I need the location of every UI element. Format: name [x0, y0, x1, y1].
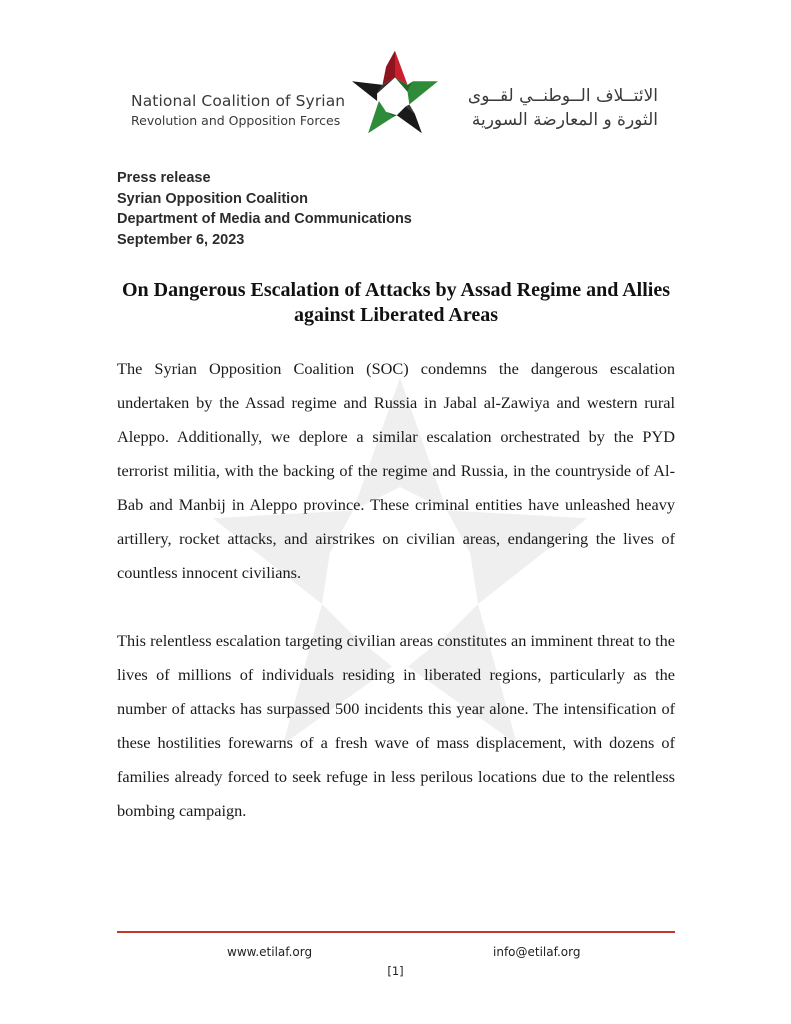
page-number: [1] [387, 964, 404, 978]
footer-website: www.etilaf.org [227, 945, 313, 959]
body-paragraph-1: The Syrian Opposition Coalition (SOC) condemns the dangerous escalation undertaken by the Assad regime and Russia in Jabal al-Zawiya and western rural Aleppo. Additionally, we deplore a similar escalation orchestrated by the PYD terrorist militia, with the backing of the regime and Russia, in the countryside of Al-Bab and Manbij in Aleppo province. These criminal entities have unleashed heavy artillery, rocket attacks, and airstrikes on civilian areas, endangering the lives of countless innocent civilians. [117, 359, 675, 582]
body-paragraph-2: This relentless escalation targeting civilian areas constitutes an imminent threat to the lives of millions of individuals residing in liberated regions, particularly as the number of attacks has surpassed 500 incidents this year alone. The intensification of these hostilities forewarns of a fresh wave of mass displacement, with dozens of families already forced to seek refuge in less perilous locations due to the relentless bombing campaign. [117, 631, 675, 820]
coalition-star-logo-icon [350, 49, 440, 135]
letterhead [0, 46, 791, 146]
document-title: On Dangerous Escalation of Attacks by Assad Regime and Allies against Liberated Areas [121, 279, 671, 326]
footer-divider [117, 931, 675, 933]
organization-name-arabic [446, 84, 658, 132]
release-organization: Syrian Opposition Coalition [117, 190, 308, 207]
org-name-ar-line1: الائتــلاف الــوطنــي لقــوى [467, 86, 658, 106]
release-type: Press release [117, 170, 211, 186]
release-department: Department of Media and Communications [117, 211, 412, 227]
release-info [117, 168, 412, 250]
release-date: September 6, 2023 [117, 231, 245, 248]
org-name-en-line2: Revolution and Opposition Forces [131, 113, 341, 128]
footer-email: info@etilaf.org [493, 945, 581, 959]
org-name-en-line1: National Coalition of Syrian [131, 92, 346, 110]
org-name-ar-line2: الثورة و المعارضة السورية [471, 110, 658, 130]
organization-name-english [131, 91, 345, 131]
